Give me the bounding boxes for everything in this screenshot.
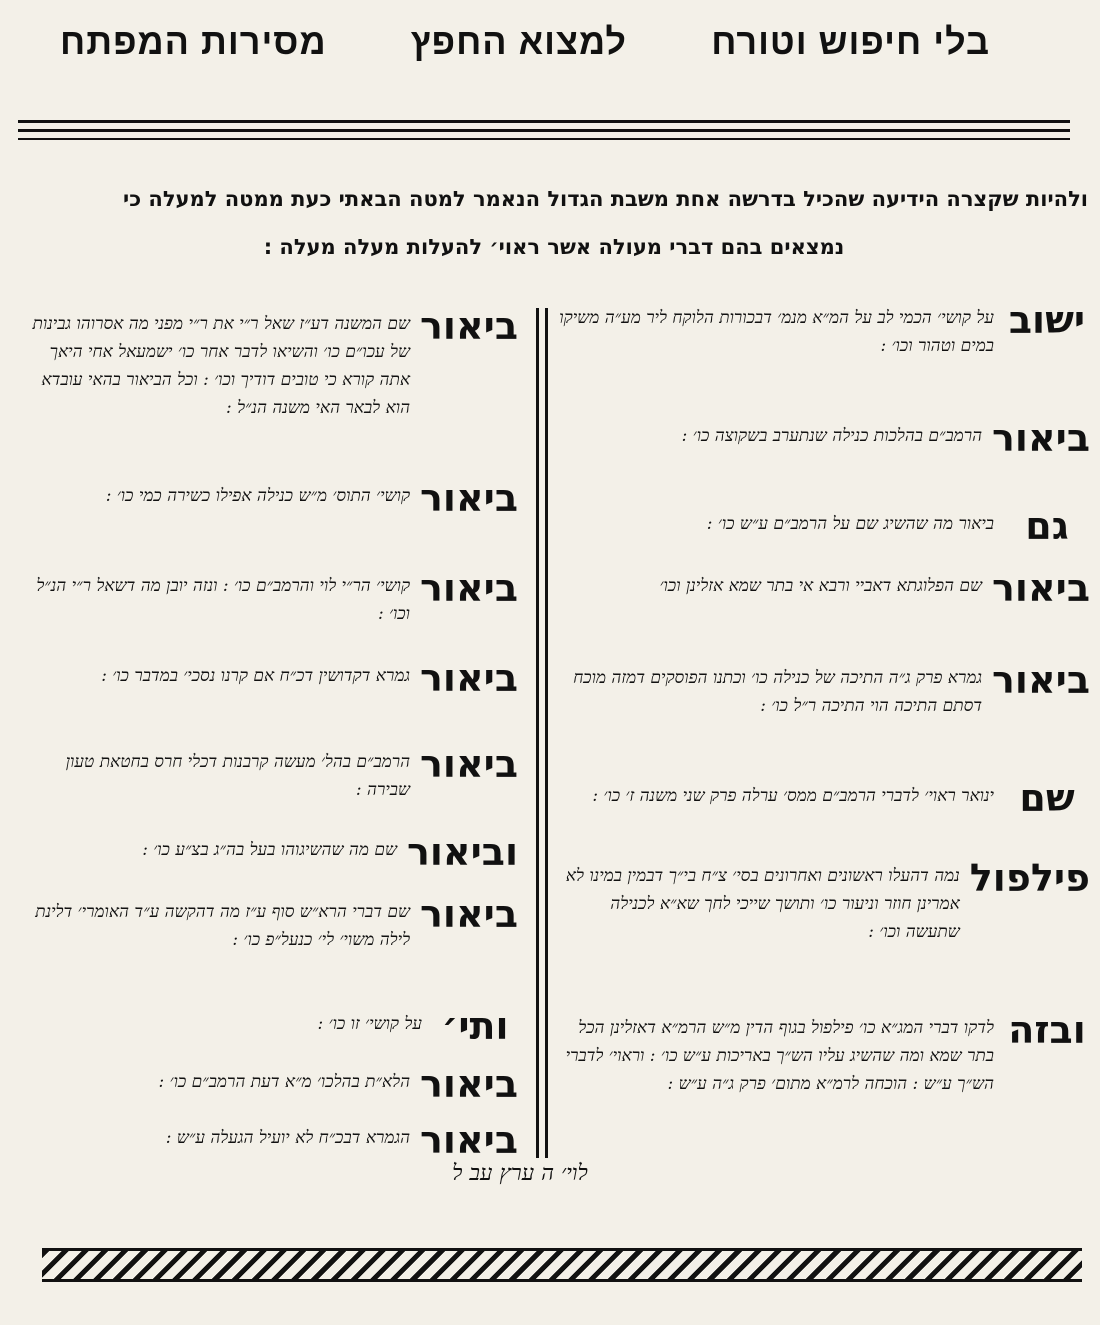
entry-keyword: שם: [1019, 776, 1075, 820]
entry-text: הגמרא דבכ״ח לא יועיל הגעלה ע״ש :: [165, 1128, 411, 1148]
entry-right-5: [555, 660, 1090, 720]
entry-keyword: וביאור: [407, 830, 518, 874]
entry-left-6: [18, 832, 518, 872]
entry-keyword: ביאור: [420, 656, 518, 700]
entry-keyword: ביאור: [420, 1062, 518, 1106]
entry-keyword: ישוב: [1008, 298, 1086, 342]
entry-text: נמה דהעלו ראשונים ואחרונים בסי׳ צ״ח בי״ך דבמין במינו לא אמרינן חוזר וניעור כו׳ ותושך שייכי לחך שא״א לכנילה שתעשה וכו׳ :: [565, 866, 960, 942]
entry-keyword: ביאור: [420, 304, 518, 348]
header-title-3: בלי חיפוש וטורח: [711, 21, 990, 62]
entry-left-5: [18, 744, 518, 804]
divider-line: [18, 138, 1070, 140]
entry-keyword: פילפול: [969, 856, 1090, 900]
entry-text: שם המשנה דע״ז שאל ר״י את ר״י מפני מה אסרוהו גבינות של עכו״ם כו׳ והשיאו לדבר אחר כו׳ ישמעאל אחי היאך אתה קורא כי טובים דודיך וכו׳ : וכל הביאור בהאי עובדא הוא לבאר האי משנה הנ״ל :: [32, 314, 411, 418]
entry-keyword: ביאור: [420, 566, 518, 610]
intro-line-2: נמצאים בהם דברי מעולה אשר ראוי׳ להעלות מעלה מעלה :: [263, 235, 845, 259]
entry-text: לדקו דברי המג״א כו׳ פילפול בגוף הדין מ״ש הרמ״א דאזלינן הכל בתר שמא ומה שהשיג עליו הש״ך באריכות ע״ש כו׳ : וראוי׳ לדברי הש״ך ע״ש : הוכחה לרמ״א מתום׳ פרק ג״ה ע״ש :: [565, 1018, 994, 1094]
entry-right-6: [555, 778, 1090, 818]
entry-left-4: [18, 658, 518, 698]
entry-text: על קושי׳ הכמי לב על המ״א מנמ׳ דבכורות הלוקח ליר מע״ה משיקו במים וטהור וכו׳ :: [559, 308, 994, 356]
divider-line: [18, 120, 1070, 123]
divider-line: [18, 129, 1070, 132]
header-title-1: מסירות המפתח: [60, 21, 327, 62]
header: [60, 12, 990, 72]
entry-keyword: ובזה: [1008, 1008, 1086, 1052]
entry-right-2: [555, 418, 1090, 458]
entry-text: הרמב״ם בהלכות כנילה שנתערב בשקוצה כו׳ :: [681, 426, 983, 446]
entry-keyword: ביאור: [992, 566, 1090, 610]
entry-right-7: [555, 858, 1090, 946]
entry-text: הלא״ת בהלכו׳ מ״א דעת הרמב״ם כו׳ :: [158, 1072, 411, 1092]
intro-line-1: ולהיות שקצרה הידיעה שהכיל בדרשה אחת משבת הגדול הנאמר למטה הבאתי כעת ממטה למעלה כי: [123, 187, 1088, 211]
entry-right-8: [555, 1010, 1090, 1098]
intro-paragraph: [20, 175, 1088, 271]
entry-keyword: ביאור: [420, 742, 518, 786]
entry-left-1: [18, 306, 518, 422]
entry-left-10: [18, 1120, 518, 1160]
entry-text: על קושי׳ זו כו׳ :: [317, 1014, 422, 1034]
entry-text: קושי׳ התוס׳ מ״ש כנילה אפילו כשירה כמי כו׳ :: [105, 486, 411, 506]
entry-text: קושי׳ הר״י לוי והרמב״ם כו׳ : ונזה יובן מה דשאל ר״י הנ״ל וכו׳ :: [36, 576, 411, 624]
entry-keyword: ביאור: [420, 892, 518, 936]
entry-keyword: ביאור: [992, 658, 1090, 702]
handwritten-signature: לוי׳ ה ערץ עב ל: [452, 1161, 588, 1186]
entry-left-7: [18, 894, 518, 954]
entry-keyword: גם: [1025, 504, 1069, 548]
header-title-2: למצוא החפץ: [410, 21, 627, 62]
entry-left-8: [18, 1006, 518, 1046]
column-divider: [536, 308, 539, 1158]
entry-keyword: ביאור: [420, 1118, 518, 1162]
entry-right-3: [555, 506, 1090, 546]
column-divider: [545, 308, 548, 1158]
entry-text: שם הפלוגתא דאביי ורבא אי בתר שמא אזלינן וכו׳: [659, 576, 983, 596]
entry-text: ינואר ראוי׳ לדברי הרמב״ם ממס׳ ערלה פרק שני משנה ז׳ כו׳ :: [592, 786, 994, 806]
entry-keyword: ביאור: [420, 476, 518, 520]
entry-left-2: [18, 478, 518, 518]
entry-keyword: ביאור: [992, 416, 1090, 460]
entry-text: גמרא דקדושין דכ״ח אם קרנו נסכי׳ במדבר כו׳ :: [101, 666, 411, 686]
entry-right-4: [555, 568, 1090, 608]
decorative-border: [42, 1248, 1082, 1282]
entry-keyword: ותי׳: [441, 1004, 509, 1048]
entry-left-9: [18, 1064, 518, 1104]
entry-right-1: [555, 300, 1090, 360]
entry-text: גמרא פרק ג״ה התיכה של כנילה כו׳ וכתנו הפוסקים דמזה מוכח דסתם התיכה הוי התיכה ר״ל כו׳ :: [573, 668, 983, 716]
entry-text: שם מה שהשיגוהו בעל בה״ג בצ״ע כו׳ :: [142, 840, 397, 860]
entry-left-3: [18, 568, 518, 628]
entry-text: שם דברי הרא״ש סוף ע״ז מה דהקשה ע״ד האומרי׳ דלינת לילה משוי׳ לי׳ כנעל״פ כו׳ :: [35, 902, 411, 950]
entry-text: ביאור מה שהשיג שם על הרמב״ם ע״ש כו׳ :: [706, 514, 994, 534]
entry-text: הרמב״ם בהל׳ מעשה קרבנות דכלי חרס בחטאת טעון שבירה :: [65, 752, 411, 800]
